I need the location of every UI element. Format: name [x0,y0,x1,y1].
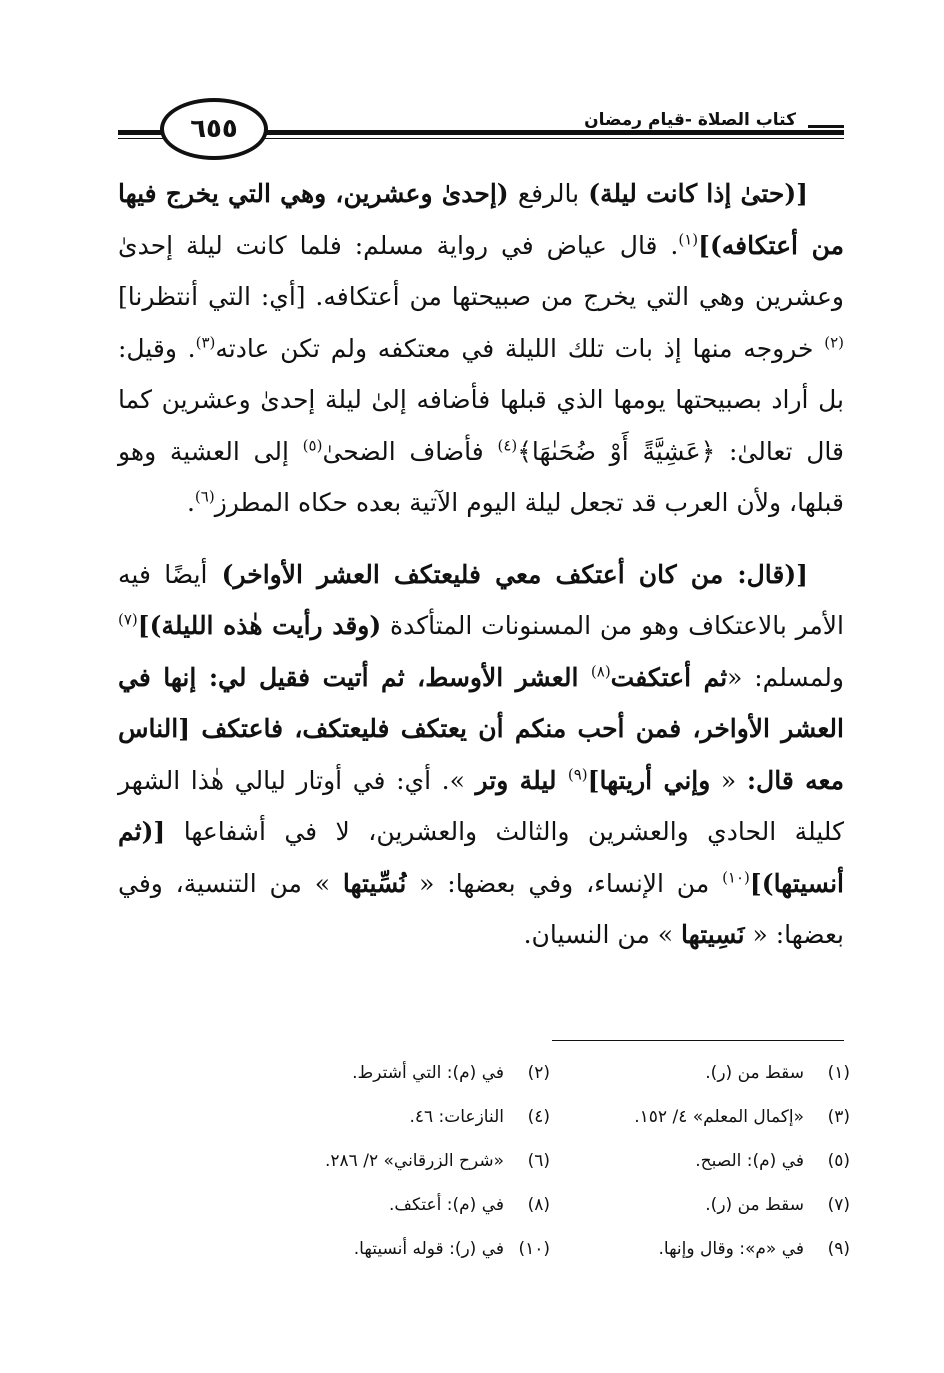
text-run: من الإنساء، وفي بعضها: « [406,868,723,898]
text-run: ولمسلم: « [727,662,844,692]
bold-text: ثم أعتكفت [610,662,728,692]
text-run: « [710,765,747,795]
footnote-text: سقط من (ر). [705,1063,804,1083]
footnote-text: في (م): التي أشترط. [352,1063,504,1083]
footnote-number: (٦) [527,1151,550,1171]
page-header [118,96,844,162]
footnote-text: في (ر): قوله أنسيتها. [353,1239,504,1259]
text-run: . وقيل: بل أراد بصبيحتها يومها الذي قبلها فأضافه إلىٰ ليلة إحدىٰ وعشرين كما قال تعالىٰ: ﴿عَشِيَّةً أَوْ ضُحَىٰهَا﴾ [118,333,844,466]
bold-text: [(ثم أنسيتها)] [118,817,844,898]
footnote [550,1227,850,1271]
footnotes [250,1051,850,1271]
text-run: ». أي: في أوتار ليالي هٰذا الشهر كليلة الحادي والعشرين والثالث والعشرين، لا في أشفاعها [118,765,844,846]
page-number-badge [160,98,268,160]
bold-text: [(قال: من كان أعتكف معي فليعتكف العشر الأواخر) [207,559,808,589]
page-number: ٦٥٥ [190,114,238,144]
footnote-marker: (٧) [118,610,138,629]
text-run: » من النسيان. [523,920,682,949]
footnote-text: في «م»: وقال وإنها. [658,1239,804,1259]
bold-text: (وقد رأيت هٰذه الليلة)] [137,611,382,640]
footnote [250,1227,550,1271]
footnote-marker: (٣) [195,333,216,352]
text-run: فأضاف الضحىٰ [322,436,498,466]
footnote-number: (٢) [527,1063,550,1083]
text-run: . [186,488,195,517]
footnote [250,1183,550,1227]
footnote-number: (٥) [827,1151,850,1171]
text-run: خروجه منها إذ بات تلك الليلة في معتكفه ولم تكن عادته [215,333,825,363]
bold-text: نَسِيتها [681,920,745,949]
footnote-text: في (م): أعتكف. [388,1195,504,1215]
footnote-number: (٤) [527,1107,550,1127]
footnote-marker: (٢) [824,333,844,352]
bold-text: نُسِّيتها [342,868,407,898]
footnote-marker: (٨) [590,662,611,681]
footnote-text: «شرح الزرقاني» ٢/ ٢٨٦. [325,1151,504,1171]
footnote-number: (٨) [527,1195,550,1215]
footnote-number: (١) [827,1063,850,1083]
footnote [550,1051,850,1095]
footnote-separator [552,1040,844,1041]
bold-text: العشر الأوسط، ثم أتيت فقيل لي: إنها في العشر الأواخر، فمن أحب منكم أن يعتكف فليعتكف، فاعتكف [الناس معه قال: [118,662,844,795]
paragraph [118,168,844,529]
text-run: إلى العشية وهو قبلها، ولأن العرب قد تجعل ليلة اليوم الآتية بعده حكاه المطرز [118,436,844,517]
running-title: كتاب الصلاة -قيام رمضان [576,110,804,130]
text-run: بالرفع [517,179,580,208]
text-run: أيضًا فيه الأمر بالاعتكاف وهو من المسنونات المتأكدة [118,559,844,640]
bold-text: [(حتىٰ إذا كانت ليلة) [579,179,808,208]
footnote-number: (١٠) [518,1239,550,1259]
body-text [118,168,844,961]
footnote-text: سقط من (ر). [705,1195,804,1215]
footnote-number: (٣) [827,1107,850,1127]
bold-text: (إحدىٰ وعشرين، وهي التي يخرج فيها من أعتكافه)] [118,179,844,260]
footnote-marker: (٥) [302,436,323,455]
paragraph [118,549,844,961]
footnote-text: «إكمال المعلم» ٤/ ١٥٢. [634,1107,804,1127]
footnote [550,1139,850,1183]
footnote [250,1051,550,1095]
footnote-text: في (م): الصبح. [695,1151,804,1171]
text-run: . قال عياض في رواية مسلم: فلما كانت ليلة إحدىٰ وعشرين وهي التي يخرج من صبيحتها من أعتكافه. [أي: التي أنتظرنا] [118,230,844,311]
footnote [550,1095,850,1139]
bold-text: وإني أريتها] [587,765,711,795]
footnote-number: (٩) [827,1239,850,1259]
header-dash [808,125,844,128]
footnote-marker: (٤) [497,436,518,455]
footnote [550,1183,850,1227]
bold-text: ليلة وتر [475,765,568,795]
footnote-marker: (١) [678,230,699,249]
footnote [250,1095,550,1139]
footnote-marker: (٩) [567,765,588,784]
text-run: » من التنسية، وفي بعضها: « [118,868,844,949]
footnote-text: النازعات: ٤٦. [409,1107,504,1127]
footnote-marker: (١٠) [722,868,750,887]
footnote [250,1139,550,1183]
footnote-marker: (٦) [194,487,215,506]
footnote-number: (٧) [827,1195,850,1215]
